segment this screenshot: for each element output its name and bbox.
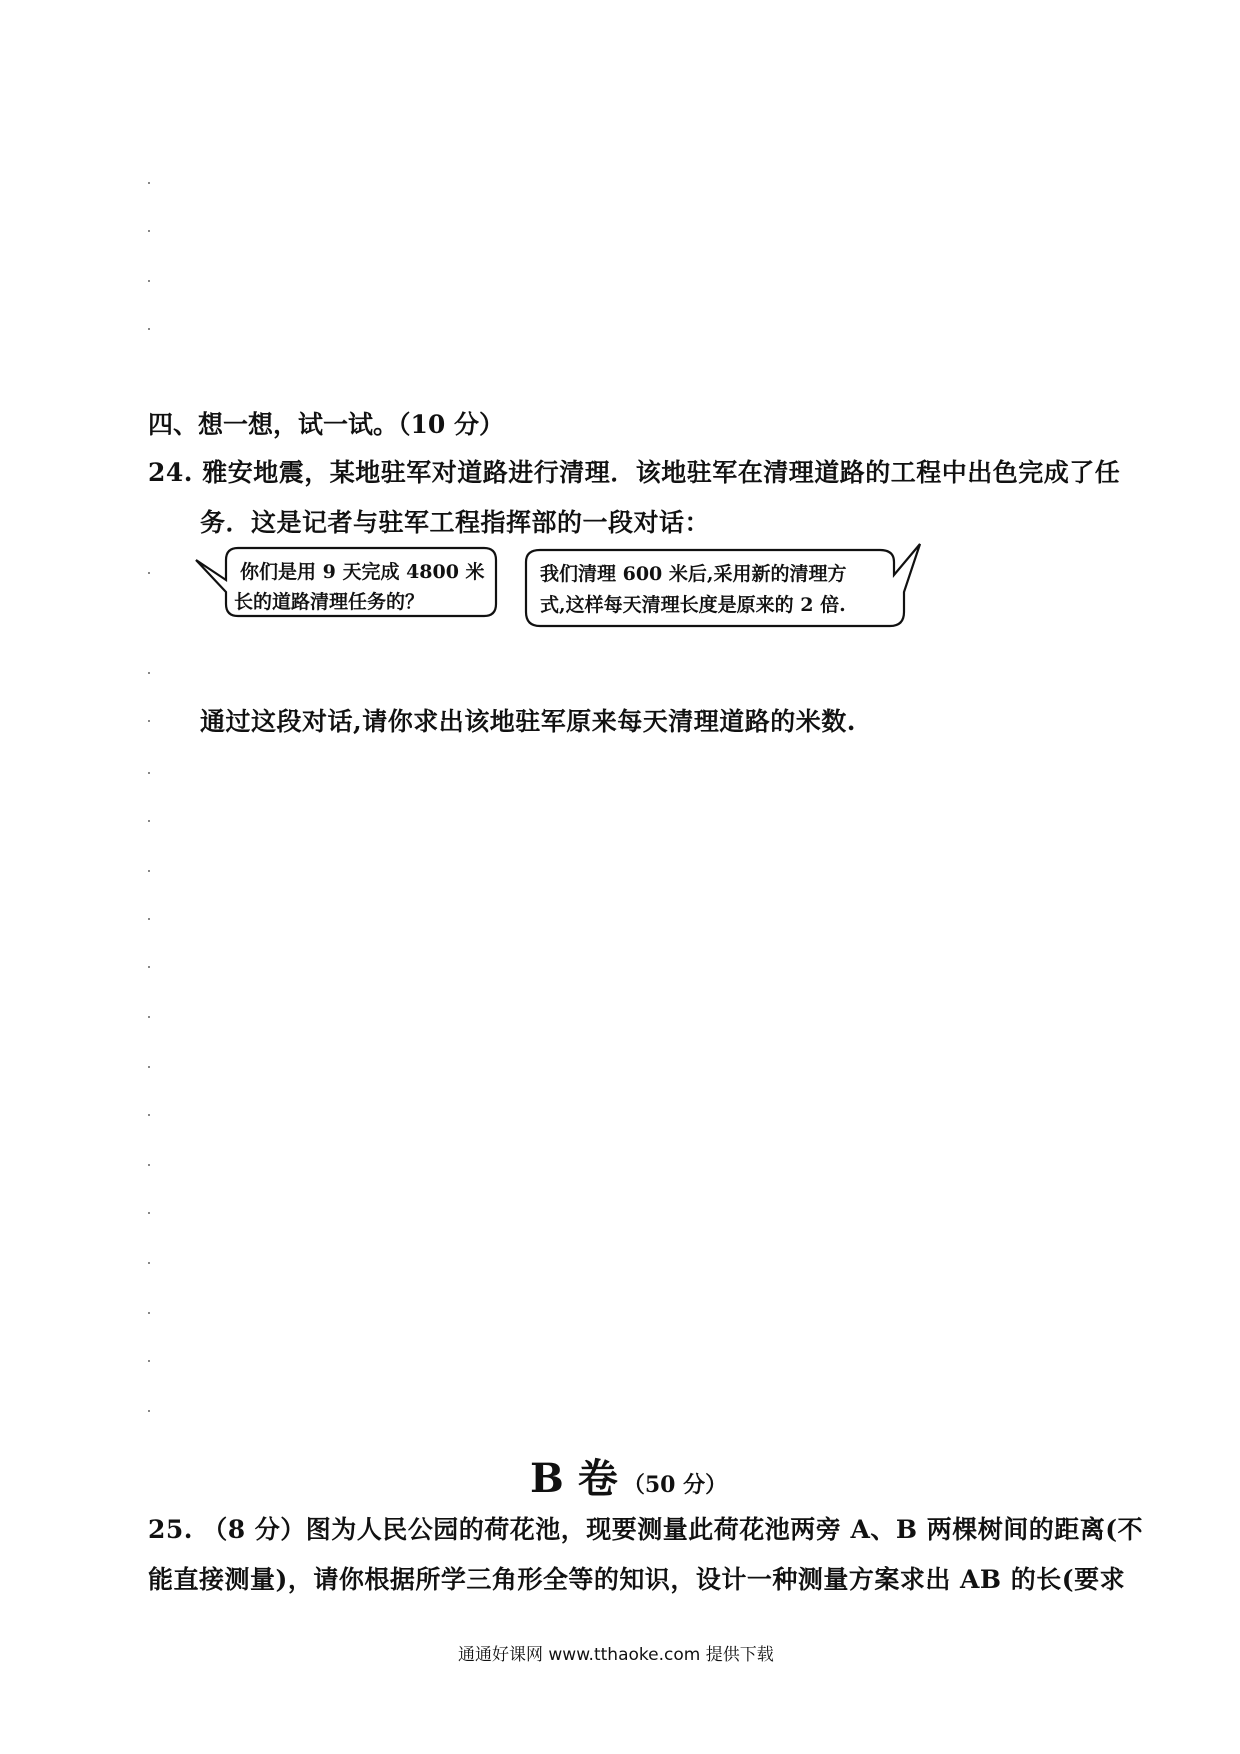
section-heading: 四、想一想，试一试。（10 分）	[148, 410, 504, 439]
page-footer: 通通好课网 www.tthaoke.com 提供下载	[458, 1645, 774, 1665]
section-b-score: （50 分）	[622, 1472, 728, 1498]
question-24-line2: 务．这是记者与驻军工程指挥部的一段对话：	[200, 508, 711, 537]
question-24-line1: 24. 雅安地震，某地驻军对道路进行清理．该地驻军在清理道路的工程中出色完成了任	[148, 458, 1121, 487]
section-b-title	[530, 1447, 727, 1504]
left-bubble-line2: 长的道路清理任务的？	[234, 591, 425, 613]
section-b-label: B 卷	[530, 1455, 618, 1502]
question-25-line2: 能直接测量)，请你根据所学三角形全等的知识，设计一种测量方案求出 AB 的长(要求	[148, 1565, 1126, 1594]
question-25-line1: 25. （8 分）图为人民公园的荷花池，现要测量此荷花池两旁 A、B 两棵树间的距离(不	[148, 1515, 1144, 1544]
right-bubble-line2: 式,这样每天清理长度是原来的 2 倍.	[540, 594, 846, 616]
left-bubble-line1: 你们是用 9 天完成 4800 米	[240, 561, 485, 583]
question-24-prompt: 通过这段对话,请你求出该地驻军原来每天清理道路的米数.	[200, 707, 856, 736]
right-bubble-line1: 我们清理 600 米后,采用新的清理方	[540, 563, 847, 585]
